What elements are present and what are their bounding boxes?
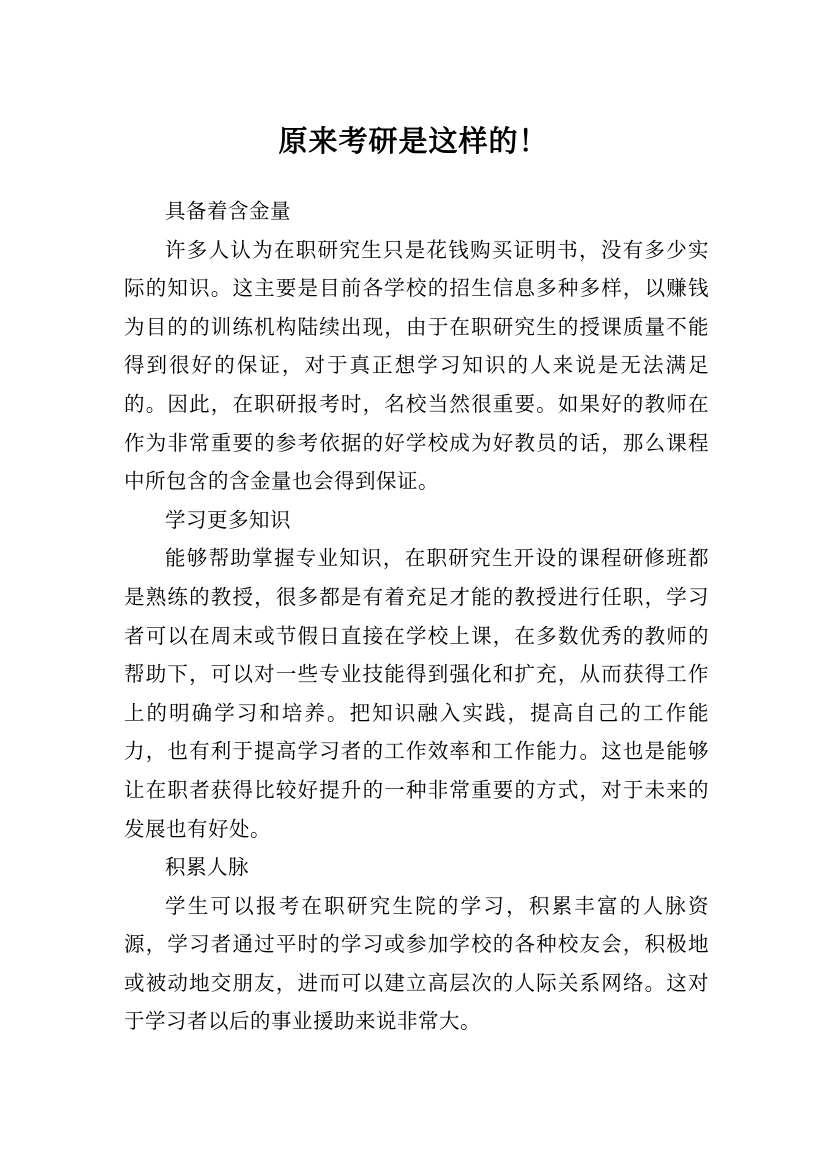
section-paragraph: 学生可以报考在职研究生院的学习，积累丰富的人脉资源，学习者通过平时的学习或参加学校的各种校友会，积极地或被动地交朋友，进而可以建立高层次的人际关系网络。这对于学习者以后的事业援助来说非常大。 [124,893,709,1034]
section-heading: 积累人脉 [165,855,249,880]
section-paragraph: 许多人认为在职研究生只是花钱购买证明书，没有多少实际的知识。这主要是目前各学校的招生信息多种多样，以赚钱为目的的训练机构陆续出现，由于在职研究生的授课质量不能得到很好的保证，对于真正想学习知识的人来说是无法满足的。因此，在职研报考时，名校当然很重要。如果好的教师在作为非常重要的参考依据的好学校成为好教员的话，那么课程中所包含的含金量也会得到保证。 [124,237,709,494]
document-title: 原来考研是这样的！ [278,124,549,159]
section-paragraph: 能够帮助掌握专业知识，在职研究生开设的课程研修班都是熟练的教授，很多都是有着充足才能的教授进行任职，学习者可以在周末或节假日直接在学校上课，在多数优秀的教师的帮助下，可以对一些专业技能得到强化和扩充，从而获得工作上的明确学习和培养。把知识融入实践，提高自己的工作能力，也有利于提高学习者的工作效率和工作能力。这也是能够让在职者获得比较好提升的一种非常重要的方式，对于未来的发展也有好处。 [124,546,709,841]
section-heading: 学习更多知识 [165,507,291,532]
document-body [124,192,709,1041]
section-heading: 具备着含金量 [165,199,291,223]
